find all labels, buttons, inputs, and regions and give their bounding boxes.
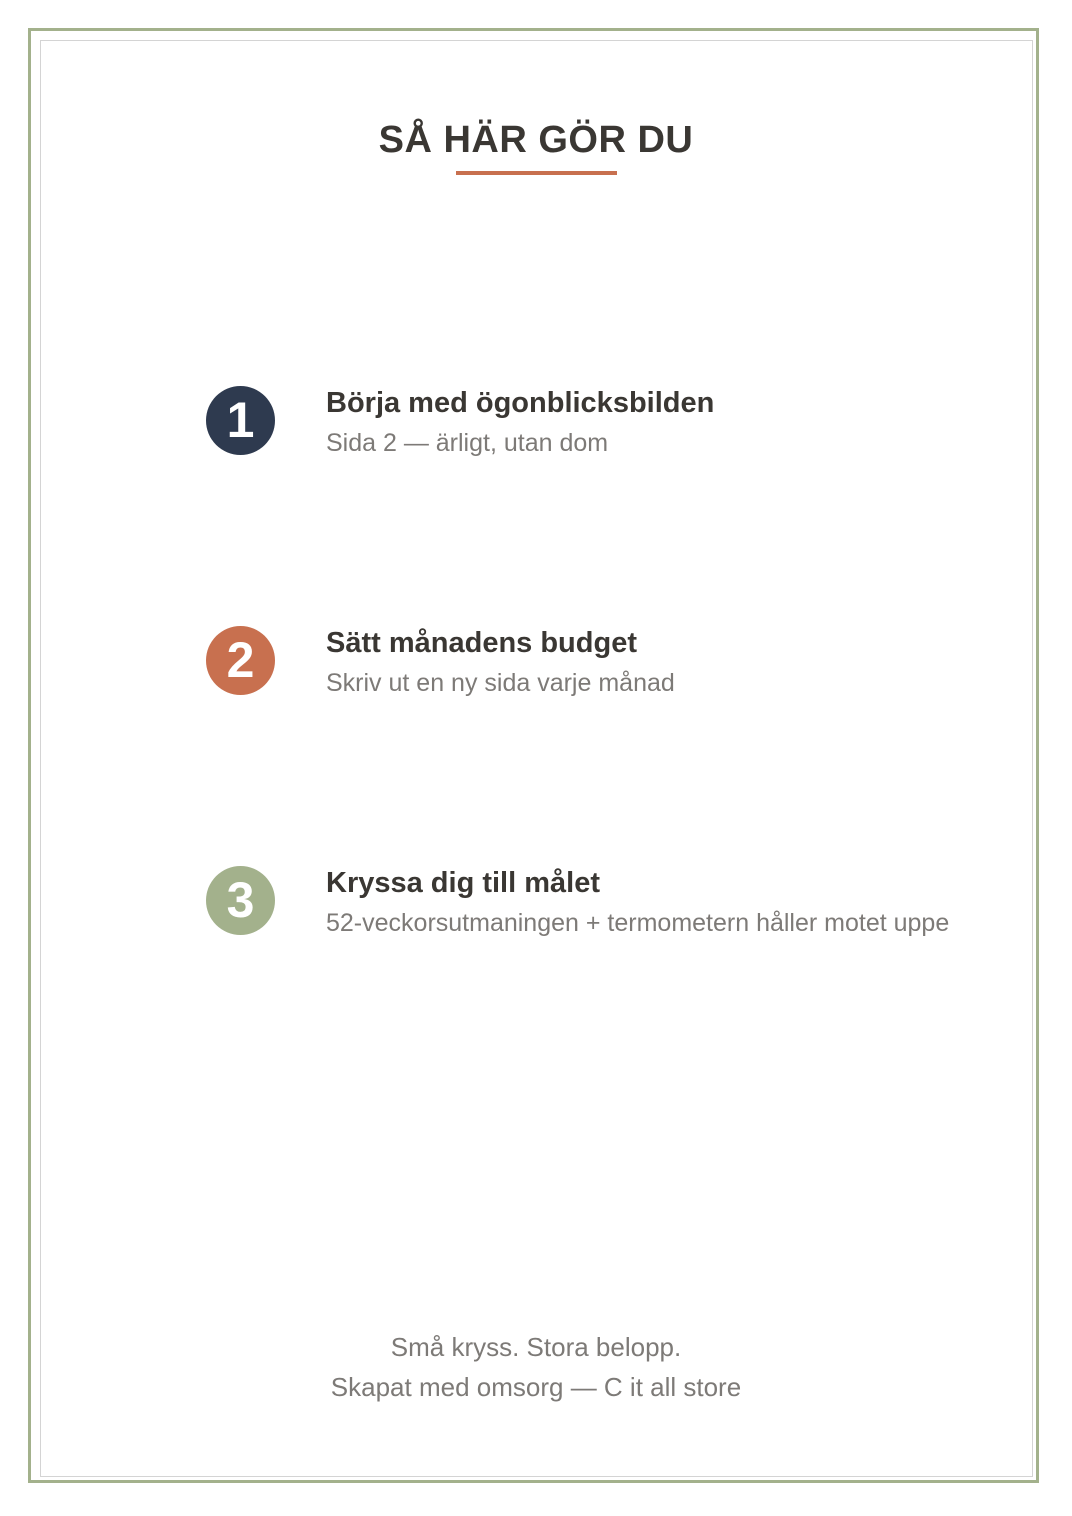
step-2-description: Skriv ut en ny sida varje månad — [326, 669, 675, 697]
page-border-inner — [40, 40, 1033, 1477]
step-2-number-badge: 2 — [206, 626, 275, 695]
page-title: SÅ HÄR GÖR DU — [378, 119, 694, 161]
step-3-number-badge: 3 — [206, 866, 275, 935]
footer-tagline: Små kryss. Stora belopp. — [390, 1332, 682, 1362]
step-1-title: Börja med ögonblicksbilden — [326, 387, 715, 419]
step-1-number-badge: 1 — [206, 386, 275, 455]
step-3-title: Kryssa dig till målet — [326, 867, 600, 899]
step-3-description: 52-veckorsutmaningen + termometern håller motet uppe — [326, 909, 950, 937]
step-1-description: Sida 2 — ärligt, utan dom — [326, 429, 609, 457]
title-underline — [456, 171, 617, 175]
footer-credit: Skapat med omsorg — C it all store — [330, 1372, 742, 1402]
step-2-title: Sätt månadens budget — [326, 627, 637, 659]
